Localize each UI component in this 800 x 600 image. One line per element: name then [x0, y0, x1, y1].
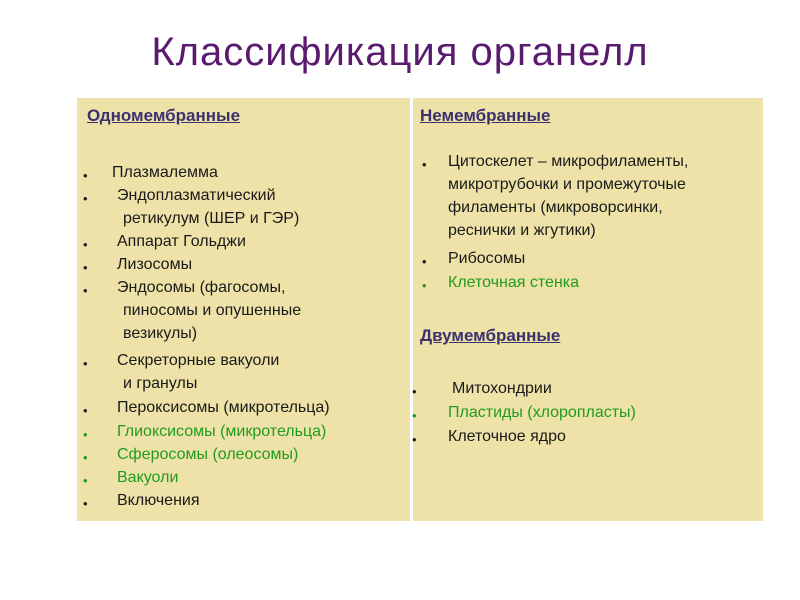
list-item: Аппарат Гольджи	[117, 233, 246, 250]
bullet-icon: •	[422, 254, 427, 269]
list-item: Цитоскелет – микрофиламенты,	[448, 153, 689, 170]
bullet-icon: •	[83, 283, 88, 298]
bullet-icon: •	[83, 450, 88, 465]
bullet-icon: •	[83, 496, 88, 511]
list-item-continuation: и гранулы	[123, 375, 198, 392]
list-item-continuation: реснички и жгутики)	[448, 222, 596, 239]
bullet-icon: •	[83, 191, 88, 206]
bullet-icon: •	[83, 473, 88, 488]
organelle-table	[77, 98, 763, 521]
bullet-icon: •	[83, 260, 88, 275]
list-item: Сферосомы (олеосомы)	[117, 446, 299, 463]
list-item: Эндоплазматический	[117, 187, 276, 204]
bullet-icon: •	[422, 157, 427, 172]
bullet-icon: •	[83, 237, 88, 252]
bullet-icon: •	[412, 432, 417, 447]
list-item: Лизосомы	[117, 256, 193, 273]
list-item: Секреторные вакуоли	[117, 352, 280, 369]
list-item-continuation: филаменты (микроворсинки,	[448, 199, 663, 216]
list-item: Эндосомы (фагосомы,	[117, 279, 286, 296]
list-item-continuation: ретикулум (ШЕР и ГЭР)	[123, 210, 300, 227]
single-membrane-heading: Одномембранные	[87, 106, 241, 125]
list-item-continuation: микротрубочки и промежуточые	[448, 176, 686, 193]
list-item: Митохондрии	[452, 380, 552, 397]
bullet-icon: •	[412, 384, 417, 399]
list-item: Вакуоли	[117, 469, 179, 486]
bullet-icon: •	[83, 403, 88, 418]
list-item: Клеточное ядро	[448, 428, 566, 445]
list-item: Клеточная стенка	[448, 274, 580, 291]
list-item: Включения	[117, 492, 200, 509]
bullet-icon: •	[83, 356, 88, 371]
list-item: Глиоксисомы (микротельца)	[117, 423, 327, 440]
list-item-continuation: пиносомы и опушенные	[123, 302, 302, 319]
list-item-continuation: везикулы)	[123, 325, 198, 342]
list-item: Рибосомы	[448, 250, 526, 267]
list-item: Пластиды (хлоропласты)	[448, 404, 636, 421]
non-membrane-heading: Немембранные	[420, 106, 551, 125]
bullet-icon: •	[422, 278, 427, 293]
bullet-icon: •	[412, 408, 417, 423]
slide-title: Классификация органелл	[151, 30, 649, 74]
bullet-icon: •	[83, 427, 88, 442]
bullet-icon: •	[83, 168, 88, 183]
single-membrane-column	[77, 98, 412, 521]
list-item: Плазмалемма	[112, 164, 218, 181]
double-membrane-heading: Двумембранные	[420, 326, 561, 345]
right-column	[412, 98, 763, 521]
list-item: Пероксисомы (микротельца)	[117, 399, 330, 416]
